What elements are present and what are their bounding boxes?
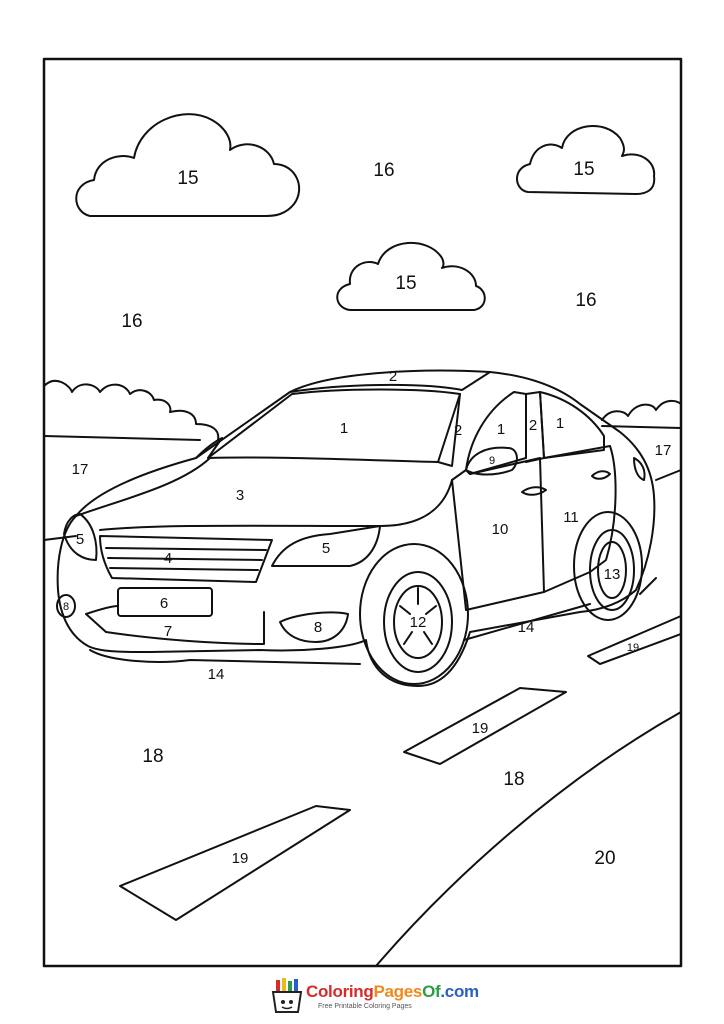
hood-line <box>76 458 452 530</box>
brand-part-3: Of <box>422 982 441 1001</box>
grille-slats <box>106 548 266 570</box>
brand-tagline: Free Printable Coloring Pages <box>318 1003 412 1010</box>
label-dash-mid: 19 <box>471 719 489 737</box>
dash-far <box>588 616 681 664</box>
page-frame <box>44 59 681 966</box>
label-rear-door: 11 <box>563 508 579 526</box>
horizon-left <box>44 436 200 440</box>
label-hood: 3 <box>235 486 245 504</box>
label-roof-trim: 2 <box>388 367 398 385</box>
label-a-pillar: 2 <box>453 421 463 439</box>
label-rear-window: 1 <box>555 414 565 432</box>
door-handle-rear <box>592 471 610 479</box>
label-front-door: 10 <box>491 520 509 538</box>
road-edge-right <box>656 470 681 480</box>
paint-bucket-icon <box>270 978 304 1014</box>
door-handle-front <box>522 487 546 495</box>
label-mirror: 9 <box>488 454 496 467</box>
label-headlight-right: 5 <box>321 539 331 557</box>
label-bumper: 7 <box>163 622 173 640</box>
label-cloud-mid: 15 <box>395 273 417 295</box>
brand-part-2: Pages <box>373 982 423 1001</box>
label-rear-wheel: 13 <box>603 565 621 583</box>
label-front-window: 1 <box>496 420 506 438</box>
label-windshield: 1 <box>339 419 349 437</box>
label-shadow-side: 14 <box>517 618 535 636</box>
brand-part-4: .com <box>440 982 479 1001</box>
label-license-plate: 6 <box>159 594 169 612</box>
label-road-mid: 18 <box>503 769 525 791</box>
cloud-left <box>76 114 299 216</box>
taillight <box>634 458 645 480</box>
brand-logo-text[interactable] <box>306 982 479 1002</box>
label-cloud-left: 15 <box>177 168 199 190</box>
bushes-right <box>602 401 681 420</box>
label-sky-right: 16 <box>575 290 597 312</box>
label-sky-top: 16 <box>373 160 395 182</box>
brand-part-1: Coloring <box>306 982 374 1001</box>
windshield <box>208 390 463 463</box>
label-cloud-right: 15 <box>573 159 595 181</box>
bushes-left <box>44 381 218 440</box>
label-shadow-front: 14 <box>207 665 225 683</box>
label-dash-near: 19 <box>231 849 249 867</box>
label-fog-light-left: 8 <box>62 600 70 613</box>
label-grass-right: 17 <box>654 441 672 459</box>
label-sky-left: 16 <box>121 311 143 333</box>
label-dash-far: 19 <box>626 641 640 654</box>
label-b-pillar: 2 <box>528 416 538 434</box>
bumper <box>86 606 264 644</box>
label-roadside: 20 <box>594 848 616 870</box>
label-headlight-left: 5 <box>75 530 85 548</box>
site-footer <box>0 972 724 1024</box>
label-grass-left: 17 <box>71 460 89 478</box>
road-edge-near <box>376 712 681 966</box>
road-edge-left <box>44 536 76 540</box>
car-body <box>58 371 655 686</box>
label-fog-light-right: 8 <box>313 618 323 636</box>
label-road-left: 18 <box>142 746 164 768</box>
label-front-wheel: 12 <box>409 613 427 631</box>
label-grille: 4 <box>163 549 173 567</box>
